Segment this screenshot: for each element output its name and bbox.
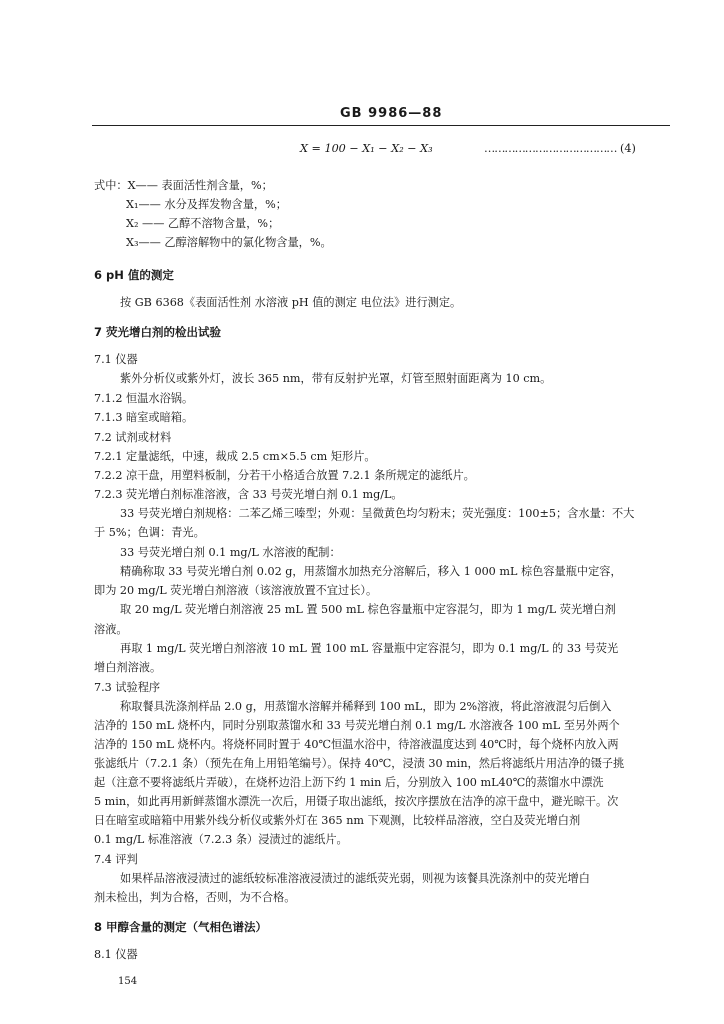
prep-line-6: 增白剂溶液。 <box>94 661 162 674</box>
procedure-line-6: 5 min，如此再用新鲜蒸馏水漂洗一次后，用镊子取出滤纸，按次序摆放在洁净的凉干盘中，避光晾干。次 <box>94 795 619 808</box>
prep-line-2: 即为 20 mg/L 荧光增白剂溶液（该溶液放置不宜过长）。 <box>94 584 378 597</box>
section-7-4-heading: 7.4 评判 <box>94 853 138 866</box>
section-7-2-2: 7.2.2 凉干盘，用塑料板制，分若干小格适合放置 7.2.1 条所规定的滤纸片。 <box>94 469 475 482</box>
legend-line-4: X₃—— 乙醇溶解物中的氯化物含量，%。 <box>126 236 332 249</box>
section-7-2-heading: 7.2 试剂或材料 <box>94 431 172 444</box>
procedure-line-4: 张滤纸片（7.2.1 条）（预先在角上用铅笔编号）。保持 40℃，浸渍 30 min，然后将滤纸片用洁净的镊子挑 <box>94 757 625 770</box>
prep-line-4: 溶液。 <box>94 623 128 636</box>
section-8-1-heading: 8.1 仪器 <box>94 948 138 961</box>
spec-line-2: 于 5%；色调：青光。 <box>94 526 205 539</box>
section-7-1-paragraph: 紫外分析仪或紫外灯，波长 365 nm，带有反射护光罩，灯管至照射面距离为 10 cm。 <box>120 372 552 385</box>
procedure-line-7: 日在暗室或暗箱中用紫外线分析仪或紫外灯在 365 nm 下观测，比较样品溶液，空白及荧光增白剂 <box>94 814 581 827</box>
standard-code-header: GB 9986—88 <box>340 106 443 121</box>
section-7-1-heading: 7.1 仪器 <box>94 353 138 366</box>
section-7-1-2: 7.1.2 恒温水浴锅。 <box>94 392 194 405</box>
legend-line-2: X₁—— 水分及挥发物含量，%； <box>126 198 287 211</box>
section-6-heading: 6 pH 值的测定 <box>94 268 174 282</box>
spec-line-1: 33 号荧光增白剂规格：二苯乙烯三嗪型；外观：呈微黄色均匀粉末；荧光强度：100±5；含水量：不大 <box>120 507 635 520</box>
section-6-paragraph: 按 GB 6368《表面活性剂 水溶液 pH 值的测定 电位法》进行测定。 <box>120 296 462 309</box>
section-7-heading: 7 荧光增白剂的检出试验 <box>94 325 222 339</box>
procedure-line-3: 洁净的 150 mL 烧杯内。将烧杯同时置于 40℃恒温水浴中，待溶液温度达到 40℃时，每个烧杯内放入两 <box>94 738 619 751</box>
prep-heading: 33 号荧光增白剂 0.1 mg/L 水溶液的配制： <box>120 546 341 559</box>
formula-number: (4) <box>620 142 636 155</box>
procedure-line-2: 洁净的 150 mL 烧杯内，同时分别取蒸馏水和 33 号荧光增白剂 0.1 mg/L 水溶液各 100 mL 至另外两个 <box>94 719 620 732</box>
procedure-line-1: 称取餐具洗涤剂样品 2.0 g，用蒸馏水溶解并稀释到 100 mL，即为 2%溶液，将此溶液混匀后倒入 <box>120 700 612 713</box>
prep-line-5: 再取 1 mg/L 荧光增白剂溶液 10 mL 置 100 mL 容量瓶中定容混匀，即为 0.1 mg/L 的 33 号荧光 <box>120 642 619 655</box>
section-7-2-1: 7.2.1 定量滤纸，中速，裁成 2.5 cm×5.5 cm 矩形片。 <box>94 450 376 463</box>
page-number: 154 <box>118 976 138 987</box>
section-7-1-3: 7.1.3 暗室或暗箱。 <box>94 411 194 424</box>
prep-line-1: 精确称取 33 号荧光增白剂 0.02 g，用蒸馏水加热充分溶解后，移入 1 000 mL 棕色容量瓶中定容， <box>120 565 622 578</box>
section-8-heading: 8 甲醇含量的测定（气相色谱法） <box>94 920 268 934</box>
evaluation-line-1: 如果样品溶液浸渍过的滤纸较标准溶液浸渍过的滤纸荧光弱，则视为该餐具洗涤剂中的荧光增白 <box>120 872 590 885</box>
formula-leader-dots: ………………………………… <box>484 142 617 155</box>
legend-line-3: X₂ —— 乙醇不溶物含量，%； <box>126 217 280 230</box>
section-7-2-3: 7.2.3 荧光增白剂标准溶液，含 33 号荧光增白剂 0.1 mg/L。 <box>94 488 403 501</box>
procedure-line-5: 起（注意不要将滤纸片弄破），在烧杯边沿上沥下约 1 min 后，分别放入 100 mL40℃的蒸馏水中漂洗 <box>94 776 604 789</box>
legend-line-1: 式中：X—— 表面活性剂含量，%； <box>94 179 273 192</box>
formula: X = 100 − X₁ − X₂ − X₃ <box>300 142 433 155</box>
header-rule <box>92 125 670 126</box>
prep-line-3: 取 20 mg/L 荧光增白剂溶液 25 mL 置 500 mL 棕色容量瓶中定容混匀，即为 1 mg/L 荧光增白剂 <box>120 603 616 616</box>
section-7-3-heading: 7.3 试验程序 <box>94 681 161 694</box>
procedure-line-8: 0.1 mg/L 标准溶液（7.2.3 条）浸渍过的滤纸片。 <box>94 833 348 846</box>
evaluation-line-2: 剂未检出，判为合格，否则，为不合格。 <box>94 891 296 904</box>
